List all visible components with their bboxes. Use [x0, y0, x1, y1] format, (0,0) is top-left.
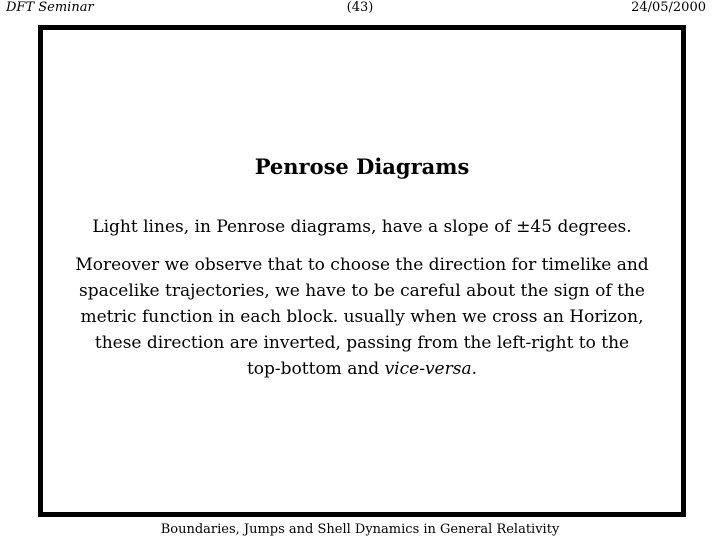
header-seminar-name: DFT Seminar [6, 0, 94, 15]
paragraph-2-line-4: these direction are inverted, passing from the left-right to the [94, 333, 630, 353]
footer-talk-title: Boundaries, Jumps and Shell Dynamics in General Relativity [160, 522, 560, 537]
paragraph-2-line-2: spacelike trajectories, we have to be careful about the sign of the [79, 281, 645, 301]
line-5-end: . [471, 359, 478, 379]
header-date: 24/05/2000 [631, 0, 706, 15]
paragraph-2-line-3: metric function in each block. usually when we cross an Horizon, [80, 307, 644, 327]
slide-title: Penrose Diagrams [254, 154, 470, 179]
paragraph-2-line-1: Moreover we observe that to choose the direction for timelike and [75, 255, 649, 275]
slide-paragraph-2 [57, 252, 667, 382]
slide-frame [38, 25, 686, 517]
line-5-start: top-bottom and [246, 359, 385, 379]
paragraph-2-line-5 [57, 356, 667, 382]
vice-versa-emphasis: vice-versa [384, 359, 472, 379]
header-page-number: (43) [346, 0, 374, 15]
slide-paragraph-1: Light lines, in Penrose diagrams, have a slope of ±45 degrees. [92, 217, 632, 237]
